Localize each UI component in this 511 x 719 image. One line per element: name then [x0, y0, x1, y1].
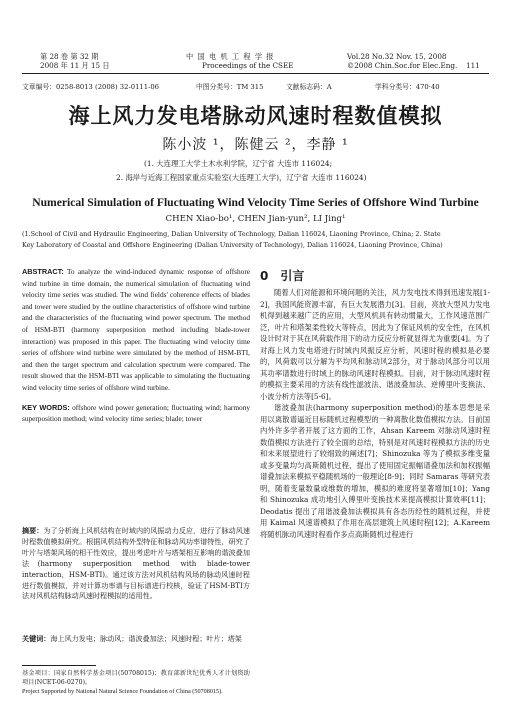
article-number: 文章编号：0258-8013 (2008) 32-0111-06 — [22, 83, 159, 91]
section-heading-intro: 0 引言 — [260, 269, 305, 283]
abstract-en — [22, 266, 250, 522]
header-journal-en: Proceedings of the CSEE — [202, 61, 294, 70]
affiliation-en-1: (1.School of Civil and Hydraulic Engineering, Dalian University of Technology, Dalian 116024, Liaoning Province, China; 2. State — [22, 230, 441, 238]
header-copyright: ©2008 Chin.Soc.for Elec.Eng. — [347, 61, 458, 70]
abstract-zh-label: 摘要： — [22, 527, 44, 535]
title-zh: 海上风力发电塔脉动风速时程数值模拟 — [68, 104, 443, 128]
footnote-en: Project Supported by National Natural Science Foundation of China (50708015). — [22, 688, 223, 695]
clc-number: 中图分类号：TM 315 — [196, 83, 264, 91]
affiliation-zh-2: 2. 海岸与近海工程国家重点实验室(大连理工大学)，辽宁省 大连市 116024) — [116, 173, 367, 182]
keywords-zh-text: 海上风力发电；脉动风；谐波叠加法；风速时程；叶片；塔架 — [50, 634, 242, 643]
header-volume-en: Vol.28 No.32 Nov. 15, 2008 — [347, 52, 447, 61]
affiliation-zh-1: (1. 大连理工大学土木水利学院，辽宁省 大连市 116024; — [144, 159, 333, 168]
footnote-rule — [22, 665, 96, 666]
intro-paragraph-2: 谐波叠加法(harmony superposition method)的基本思想是采用以离散谱逼近目标随机过程模型的一种离散化数值模拟方法。目前国内外许多学者开展了这方面的工作，Ahsan Kareem 对脉动风速时程数值模拟方法进行了较全面的总结，特别是对风速时程模拟方法的历史和未来展望进行了较细致的阐述[7]；Shinozuka 等为了模拟多维变量或多变量均匀高斯随机过程，提出了使用固定振幅谱叠加法和加权振幅谱叠加法来模拟平稳随机场的一般理论[8-9]；同时 Samaras 等研究表明，随着变量数量或维数的增加，模拟的难度将显著增加[10]；Yang 和 Shinozuka 成功地引入傅里叶变换技术来提高模拟计算效率[11]；Deodatis 提出了用谐波叠加法模拟具有各态历经性的随机过程，并使用 Kaimal 风速谱模拟了作用在高层建筑上风速时程[12]；A.Kareem 将随机脉动风速时程看作多点高斯随机过程进行 — [260, 403, 490, 539]
footnotes — [22, 669, 250, 715]
header-page-number: 111 — [466, 61, 480, 70]
abstract-zh-text: 为了分析海上风机结构在时域内的风振动力反应，进行了脉动风速时程数值模拟研究。根据风机结构外型特征和脉动风功率谱特性，研究了叶片与塔架风场的相干性效应，提出考虑叶片与塔架相互影响的谐波叠加法(harmony superposition method with blade-tower interaction，HSM-BTI)。通过该方法对风机结构风场的脉动风速时程进行数值模拟，并对计算功率谱与目标谱进行校核，验证了HSM-BTI方法对风机结构脉动风速时程模拟的适用性。 — [22, 526, 250, 601]
footnote-zh: 基金项目：国家自然科学基金项目(50708015)；教育部新世纪优秀人才计划资助项目(NCET-06-0270)。 — [22, 670, 250, 686]
authors-zh: 陈小波 ¹，陈健云 ²，李静 ¹ — [162, 137, 349, 153]
document-code: 文献标志码：A — [286, 83, 332, 91]
title-en: Numerical Simulation of Fluctuating Wind Velocity Time Series of Offshore Wind Turbine — [32, 196, 479, 209]
abstract-zh — [22, 526, 250, 626]
keywords-en-label: KEY WORDS: — [22, 402, 70, 412]
authors-en: CHEN Xiao-bo¹, CHEN Jian-yun², LI Jing¹ — [165, 214, 346, 224]
abstract-en-label: ABSTRACT: — [22, 267, 64, 276]
header-journal-zh: 中 国 电 机 工 程 学 报 — [186, 52, 275, 61]
affiliation-en-2: Key Laboratory of Coastal and Offshore Engineering (Dalian University of Technology), Dalian 116024, Liaoning Province, China) — [22, 241, 443, 249]
keywords-zh-label: 关键词： — [22, 635, 51, 643]
keywords-zh — [22, 634, 250, 658]
header-rule — [22, 73, 489, 74]
subject-code: 学科分类号：470·40 — [375, 83, 440, 91]
keywords-en-text: offshore wind power generation; fluctuating wind; harmony superposition method; wind velocity time series; blade; tower — [22, 402, 250, 424]
intro-body — [260, 287, 490, 717]
abstract-en-text: To analyze the wind-induced dynamic response of offshore wind turbine in time domain, the numerical simulation of fluctuating wind velocity time series was studied. The wind fields' coherence effects of blades and tower were studied by the outline characteristics of offshore wind turbine and the characteristics of the fluctuating wind power spectrum. The method of HSM-BTI (harmony superposition method including blade-tower interaction) was proposed in this paper. The fluctuating wind velocity time series of offshore wind turbine were simulated by the method of HSM-BTI, and then the target spectrum and calculation spectrum were compared. The result showed that the HSM-BTI was applicable to simulating the fluctuating wind velocity time series of offshore wind turbine. — [22, 267, 250, 392]
header-volume-zh: 第 28 卷 第 32 期 — [40, 52, 99, 61]
header-date-zh: 2008 年 11 月 15 日 — [40, 61, 110, 70]
intro-paragraph-1: 随着人们对能源和环境问题的关注，风力发电技术得到迅速发展[1-2]，我国风能资源丰富，有巨大发展潜力[3]。目前，亮放大型风力发电机得到越来越广泛的应用，大型风机具有转动惯量大，工作风速范围广泛，叶片和塔架柔性较大等特点，因此为了保证风机的安全性，在风机设计时对于其在风荷载作用下的动力反应分析就显得尤为重要[4]。为了对海上风力发电塔进行时域内风振反应分析，风速时程的模拟是必要的，风荷载可以分解为平均风和脉动风2部分，对于脉动风部分可以用其功率谱数进行时域上的脉动风速时程模拟。目前，对于脉动风速时程的模拟主要采用的方法有线性滤波法、谐波叠加法、逆傅里叶变换法、小波分析方法等[5-6]。 — [260, 288, 490, 401]
